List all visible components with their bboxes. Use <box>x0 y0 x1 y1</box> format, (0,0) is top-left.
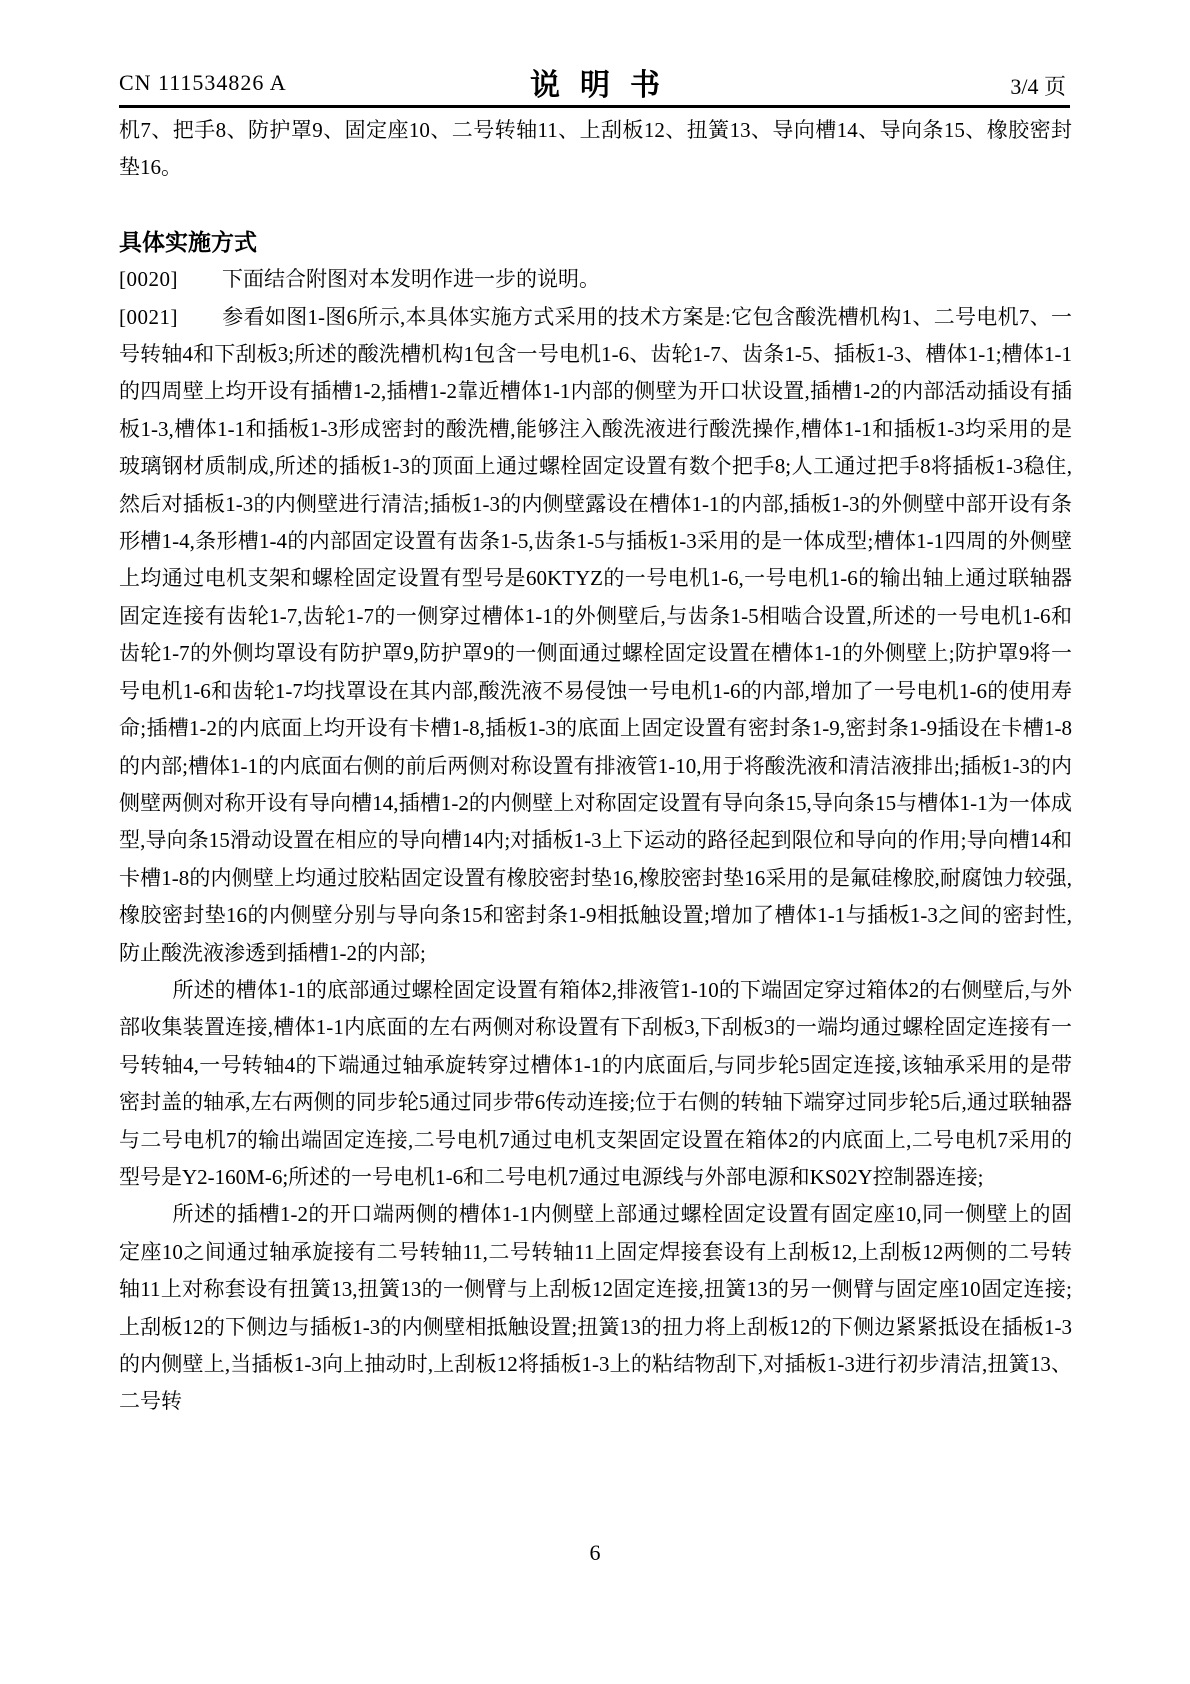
paragraph-0020 <box>119 261 1072 298</box>
paragraph-text: 参看如图1-图6所示,本具体实施方式采用的技术方案是:它包含酸洗槽机构1、二号电机7、一号转轴4和下刮板3;所述的酸洗槽机构1包含一号电机1-6、齿轮1-7、齿条1-5、插板1-3、槽体1-1;槽体1-1的四周壁上均开设有插槽1-2,插槽1-2靠近槽体1-1内部的侧壁为开口状设置,插槽1-2的内部活动插设有插板1-3,槽体1-1和插板1-3形成密封的酸洗槽,能够注入酸洗液进行酸洗操作,槽体1-1和插板1-3均采用的是玻璃钢材质制成,所述的插板1-3的顶面上通过螺栓固定设置有数个把手8;人工通过把手8将插板1-3稳住,然后对插板1-3的内侧壁进行清洁;插板1-3的内侧壁露设在槽体1-1的内部,插板1-3的外侧壁中部开设有条形槽1-4,条形槽1-4的内部固定设置有齿条1-5,齿条1-5与插板1-3采用的是一体成型;槽体1-1四周的外侧壁上均通过电机支架和螺栓固定设置有型号是60KTYZ的一号电机1-6,一号电机1-6的输出轴上通过联轴器固定连接有齿轮1-7,齿轮1-7的一侧穿过槽体1-1的外侧壁后,与齿条1-5相啮合设置,所述的一号电机1-6和齿轮1-7的外侧均罩设有防护罩9,防护罩9的一侧面通过螺栓固定设置在槽体1-1的外侧壁上;防护罩9将一号电机1-6和齿轮1-7均找罩设在其内部,酸洗液不易侵蚀一号电机1-6的内部,增加了一号电机1-6的使用寿命;插槽1-2的内底面上均开设有卡槽1-8,插板1-3的底面上固定设置有密封条1-9,密封条1-9插设在卡槽1-8的内部;槽体1-1的内底面右侧的前后两侧对称设置有排液管1-10,用于将酸洗液和清洁液排出;插板1-3的内侧壁两侧对称开设有导向槽14,插槽1-2的内侧壁上对称固定设置有导向条15,导向条15与槽体1-1为一体成型,导向条15滑动设置在相应的导向槽14内;对插板1-3上下运动的路径起到限位和导向的作用;导向槽14和卡槽1-8的内侧壁上均通过胶粘固定设置有橡胶密封垫16,橡胶密封垫16采用的是氟硅橡胶,耐腐蚀力较强,橡胶密封垫16的内侧壁分别与导向条15和密封条1-9相抵触设置;增加了槽体1-1与插板1-3之间的密封性,防止酸洗液渗透到插槽1-2的内部; <box>119 304 1072 965</box>
paragraph-label: [0020] <box>119 267 178 292</box>
page-number: 6 <box>589 1540 601 1565</box>
specification-body <box>119 112 1072 1421</box>
section-heading: 具体实施方式 <box>119 228 257 255</box>
paragraph-body-2: 所述的槽体1-1的底部通过螺栓固定设置有箱体2,排液管1-10的下端固定穿过箱体2的右侧壁后,与外部收集装置连接,槽体1-1内底面的左右两侧对称设置有下刮板3,下刮板3的一端均通过螺栓固定连接有一号转轴4,一号转轴4的下端通过轴承旋转穿过槽体1-1的内底面后,与同步轮5固定连接,该轴承采用的是带密封盖的轴承,左右两侧的同步轮5通过同步带6传动连接;位于右侧的转轴下端穿过同步轮5后,通过联轴器与二号电机7的输出端固定连接,二号电机7通过电机支架固定设置在箱体2的内底面上,二号电机7采用的型号是Y2-160M-6;所述的一号电机1-6和二号电机7通过电源线与外部电源和KS02Y控制器连接; <box>119 977 1072 1189</box>
continuation-paragraph: 机7、把手8、防护罩9、固定座10、二号转轴11、上刮板12、扭簧13、导向槽14、导向条15、橡胶密封垫16。 <box>119 118 1072 180</box>
document-number: CN 111534826 A <box>119 70 287 95</box>
document-title: 说明书 <box>530 69 680 102</box>
page-indicator: 3/4 页 <box>1010 74 1066 99</box>
paragraph-0021 <box>119 299 1072 972</box>
paragraph-body-3: 所述的插槽1-2的开口端两侧的槽体1-1内侧壁上部通过螺栓固定设置有固定座10,同一侧壁上的固定座10之间通过轴承旋接有二号转轴11,二号转轴11上固定焊接套设有上刮板12,上刮板12两侧的二号转轴11上对称套设有扭簧13,扭簧13的一侧臂与上刮板12固定连接,扭簧13的另一侧臂与固定座10固定连接;上刮板12的下侧边与插板1-3的内侧壁相抵触设置;扭簧13的扭力将上刮板12的下侧边紧紧抵设在插板1-3的内侧壁上,当插板1-3向上抽动时,上刮板12将插板1-3上的粘结物刮下,对插板1-3进行初步清洁,扭簧13、二号转 <box>119 1202 1072 1414</box>
header-divider <box>119 105 1070 108</box>
paragraph-label: [0021] <box>119 304 178 329</box>
paragraph-text: 下面结合附图对本发明作进一步的说明。 <box>222 267 600 292</box>
